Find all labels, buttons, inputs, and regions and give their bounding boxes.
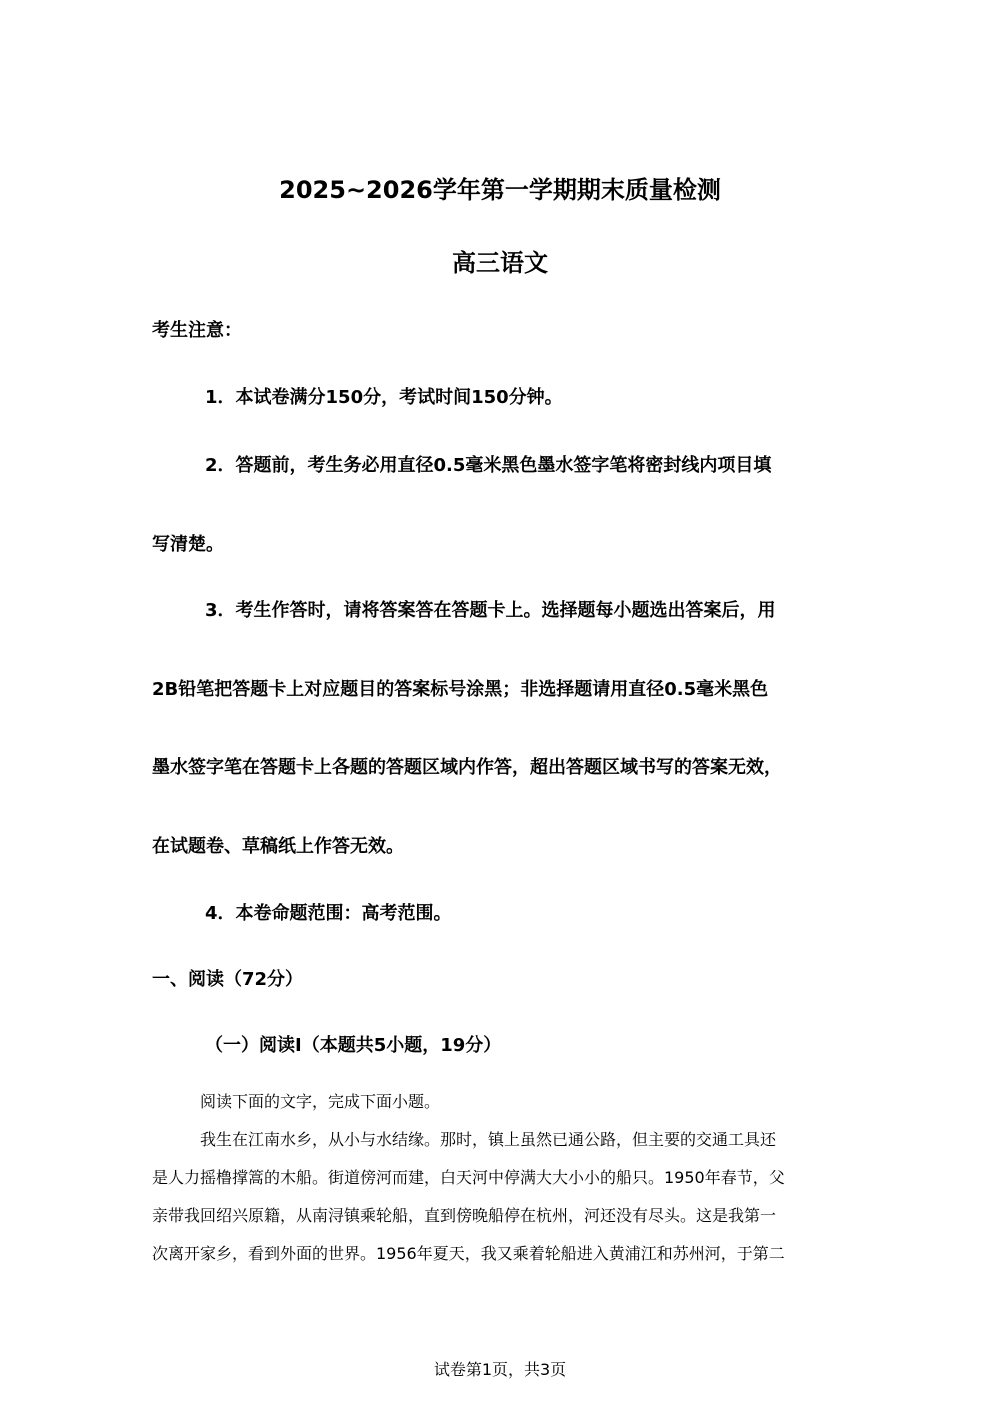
reading-instruction: 阅读下面的文字，完成下面小题。 bbox=[200, 1092, 441, 1111]
exam-title: 2025~2026学年第一学期期末质量检测 bbox=[279, 176, 721, 204]
notice-heading: 考生注意： bbox=[152, 320, 242, 341]
notice-item-2-line-2: 写清楚。 bbox=[152, 534, 224, 555]
notice-item-3-line-1: 3．考生作答时，请将答案答在答题卡上。选择题每小题选出答案后，用 bbox=[205, 600, 776, 621]
passage-line-3: 亲带我回绍兴原籍，从南浔镇乘轮船，直到傍晚船停在杭州，河还没有尽头。这是我第一 bbox=[152, 1206, 777, 1225]
notice-item-3-line-3: 墨水签字笔在答题卡上各题的答题区域内作答，超出答题区域书写的答案无效， bbox=[152, 757, 782, 778]
notice-item-3-line-4: 在试题卷、草稿纸上作答无效。 bbox=[152, 836, 404, 857]
exam-subject: 高三语文 bbox=[452, 249, 548, 277]
notice-item-4: 4．本卷命题范围：高考范围。 bbox=[205, 903, 452, 924]
notice-item-1: 1．本试卷满分150分，考试时间150分钟。 bbox=[205, 387, 563, 408]
passage-line-2: 是人力摇橹撑篙的木船。街道傍河而建，白天河中停满大大小小的船只。1950年春节，父 bbox=[152, 1168, 785, 1187]
passage-line-1: 我生在江南水乡，从小与水结缘。那时，镇上虽然已通公路，但主要的交通工具还 bbox=[200, 1130, 777, 1149]
page-footer: 试卷第1页，共3页 bbox=[433, 1360, 567, 1379]
passage-line-4: 次离开家乡，看到外面的世界。1956年夏天，我又乘着轮船进入黄浦江和苏州河，于第二 bbox=[152, 1244, 785, 1263]
section-heading: 一、阅读（72分） bbox=[152, 969, 304, 990]
part-heading: （一）阅读Ⅰ（本题共5小题，19分） bbox=[205, 1035, 502, 1056]
notice-item-3-line-2: 2B铅笔把答题卡上对应题目的答案标号涂黑；非选择题请用直径0.5毫米黑色 bbox=[152, 679, 769, 700]
notice-item-2-line-1: 2．答题前，考生务必用直径0.5毫米黑色墨水签字笔将密封线内项目填 bbox=[205, 455, 772, 476]
